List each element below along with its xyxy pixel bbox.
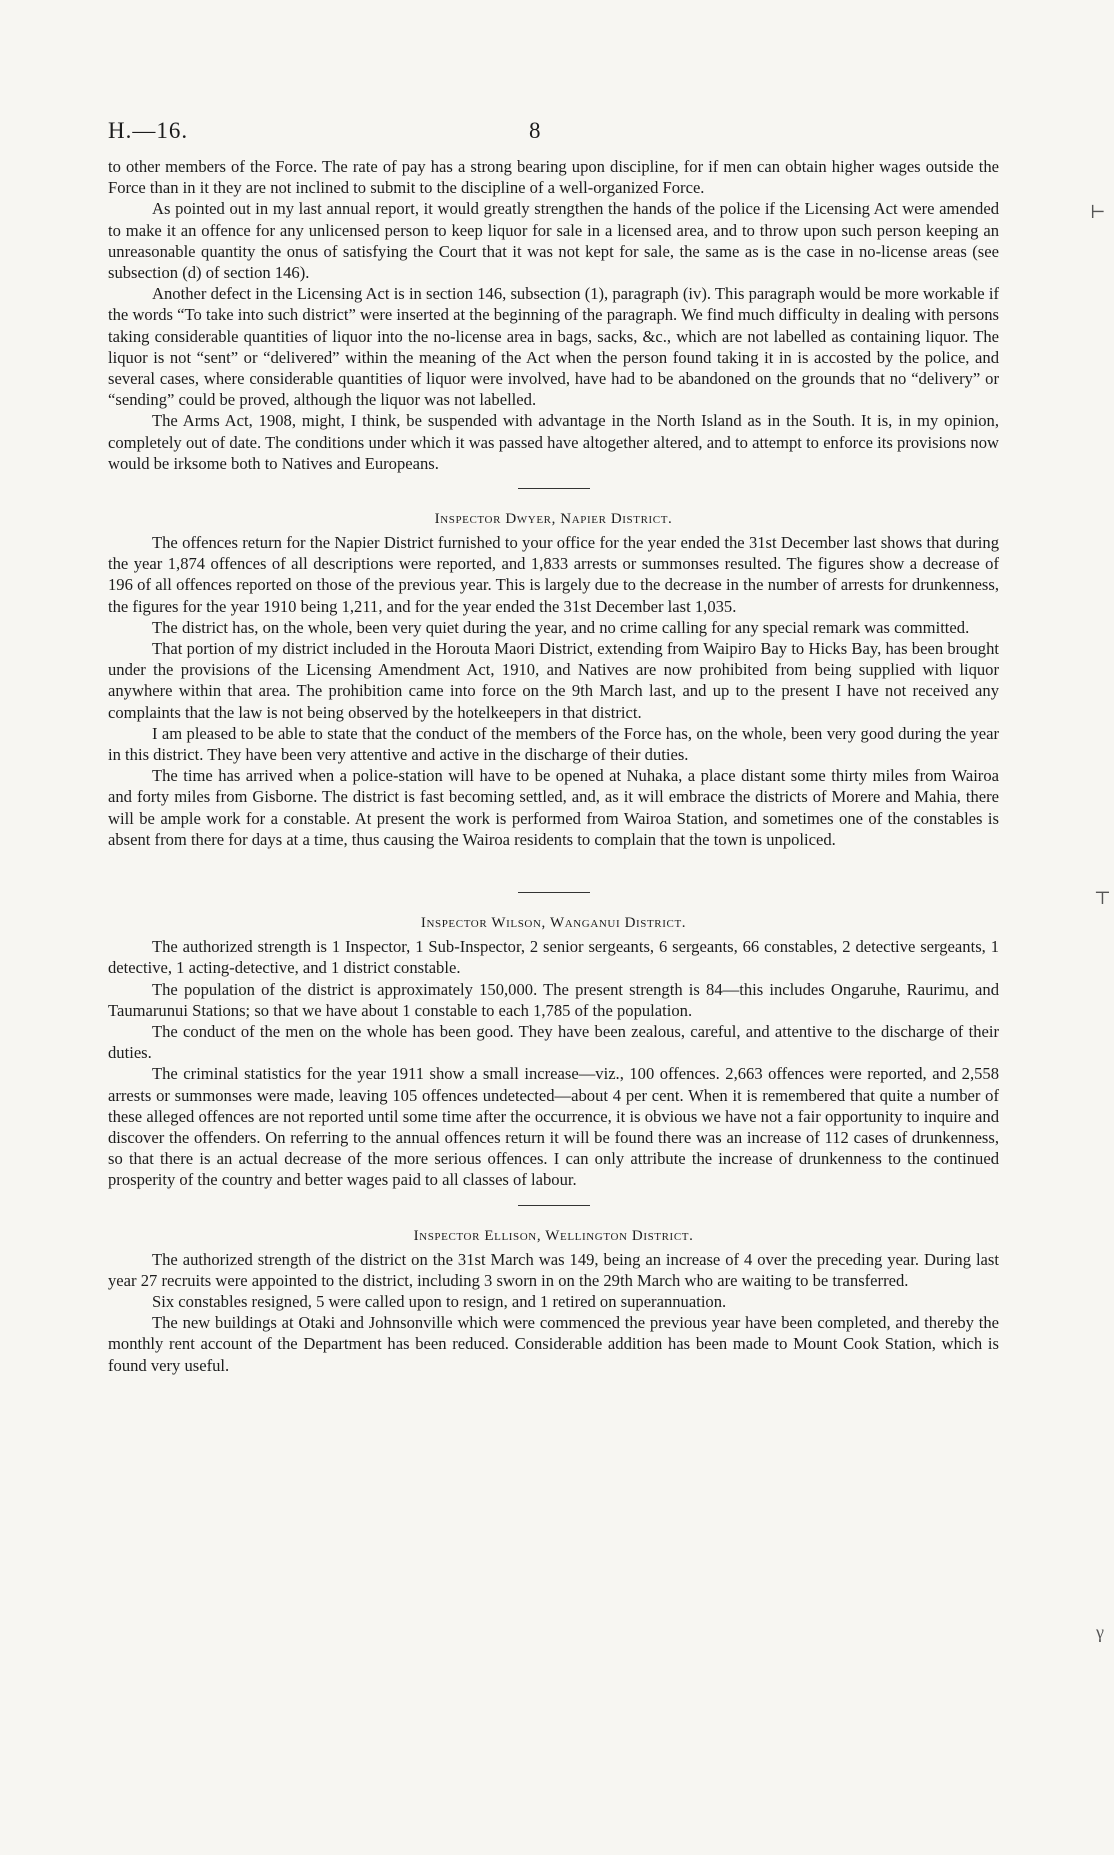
paragraph: The authorized strength of the district on the 31st March was 149, being an increase of 4 over the preceding year. During last year 27 recruits were appointed to the district, including 3 sworn in on the 29th March who are waiting to be transferred. <box>108 1249 999 1290</box>
paragraph: The criminal statistics for the year 1911 show a small increase—viz., 100 offences. 2,663 offences were reported, and 2,558 arrests or summonses were made, leaving 105 offences undetected—about 4 per cent. When it is remembered that quite a number of these alleged offences are not reported until some time after the occurrence, it is obvious we have not a fair opportunity to inquire and discover the offenders. On referring to the annual offences return it will be found there was an increase of 112 cases of drunkenness, so that there is an actual decrease of the more serious offences. I can only attribute the increase of drunkenness to the continued prosperity of the country and better wages paid to all classes of labour. <box>108 1064 999 1190</box>
section-heading: Inspector Ellison, Wellington District. <box>413 1227 694 1244</box>
paragraph: The new buildings at Otaki and Johnsonville which were commenced the previous year have been completed, and thereby the monthly rent account of the Department has been reduced. Considerable addition has been made to Mount Cook Station, which is found very useful. <box>108 1313 999 1375</box>
paragraph: Another defect in the Licensing Act is in section 146, subsection (1), paragraph (iv). This paragraph would be more workable if the words “To take into such district” were inserted at the beginning of the paragraph. We find much difficulty in dealing with persons taking considerable quantities of liquor into the no-license area in bags, sacks, &c., which are not labelled as containing liquor. The liquor is not “sent” or “delivered” within the meaning of the Act when the person found taking it in is accosted by the police, and several cases, where considerable quantities of liquor were involved, have had to be abandoned on the grounds that no “delivery” or “sending” could be proved, although the liquor was not labelled. <box>108 284 999 410</box>
margin-mark: ⊢ <box>1090 202 1106 222</box>
paragraph: The Arms Act, 1908, might, I think, be suspended with advantage in the North Island as in the South. It is, in my opinion, completely out of date. The conditions under which it was passed have altogether altered, and to attempt to enforce its provisions now would be irksome both to Natives and Europeans. <box>108 411 999 473</box>
paragraph: The population of the district is approximately 150,000. The present strength is 84—this includes Ongaruhe, Raurimu, and Taumarunui Stations; so that we have about 1 constable to each 1,785 of the population. <box>108 979 999 1020</box>
paragraph: That portion of my district included in the Horouta Maori District, extending from Waipiro Bay to Hicks Bay, has been brought under the provisions of the Licensing Amendment Act, 1910, and Natives are now prohibited from being supplied with liquor anywhere within that area. The prohibition came into force on the 9th March last, and up to the present I have not received any complaints that the law is not being observed by the hotelkeepers in that district. <box>108 639 999 722</box>
paragraph: The conduct of the men on the whole has been good. They have been zealous, careful, and attentive to the discharge of their duties. <box>108 1021 999 1063</box>
paragraph: As pointed out in my last annual report, it would greatly strengthen the hands of the police if the Licensing Act were amended to make it an offence for any unlicensed person to keep liquor for sale in a licensed area, and to throw upon such person keeping an unreasonable quantity the onus of satisfying the Court that it was not kept for sale, the same as is the case in no-license areas (see subsection (d) of section 146). <box>108 199 999 283</box>
paragraph: The time has arrived when a police-station will have to be opened at Nuhaka, a place distant some thirty miles from Wairoa and forty miles from Gisborne. The district is fast becoming settled, and, as it will embrace the districts of Morere and Mahia, there will be ample work for a constable. At present the work is performed from Wairoa Station, and sometimes one of the constables is absent from there for days at a time, thus causing the Wairoa residents to complain that the town is unpoliced. <box>108 766 999 849</box>
paragraph: The authorized strength is 1 Inspector, 1 Sub-Inspector, 2 senior sergeants, 6 sergeants, 66 constables, 2 detective sergeants, 1 detective, 1 acting-detective, and 1 district constable. <box>108 937 999 978</box>
paragraph: to other members of the Force. The rate of pay has a strong bearing upon discipline, for if men can obtain higher wages outside the Force than in it they are not inclined to submit to the discipline of a well-organized Force. <box>108 157 999 198</box>
section-wellington <box>108 1228 999 1376</box>
section-divider <box>518 892 590 893</box>
page-number: 8 <box>529 118 541 143</box>
section-divider <box>518 488 590 489</box>
paragraph: The district has, on the whole, been very quiet during the year, and no crime calling for any special remark was committed. <box>152 617 970 637</box>
margin-mark: γ <box>1096 1622 1104 1642</box>
section-heading: Inspector Wilson, Wanganui District. <box>420 915 687 932</box>
paragraph: I am pleased to be able to state that the conduct of the members of the Force has, on the whole, been very good during the year in this district. They have been very attentive and active in the discharge of their duties. <box>108 723 999 765</box>
section-divider <box>518 1205 590 1206</box>
document-reference: H.—16. <box>108 118 189 143</box>
section-napier <box>108 511 999 850</box>
intro-section <box>108 156 999 474</box>
document-page <box>108 118 999 1376</box>
paragraph: The offences return for the Napier District furnished to your office for the year ended the 31st December last shows that during the year 1,874 offences of all descriptions were reported, and 1,833 arrests or summonses resulted. The figures show a decrease of 196 of all offences reported on those of the previous year. This is largely due to the decrease in the number of arrests for drunkenness, the figures for the year 1910 being 1,211, and for the year ended the 31st December last 1,035. <box>108 533 999 616</box>
page-header <box>108 118 999 156</box>
section-heading: Inspector Dwyer, Napier District. <box>434 511 673 528</box>
section-wanganui <box>108 915 999 1190</box>
margin-mark: ⊤ <box>1094 888 1111 908</box>
paragraph: Six constables resigned, 5 were called upon to resign, and 1 retired on superannuation. <box>152 1291 727 1311</box>
